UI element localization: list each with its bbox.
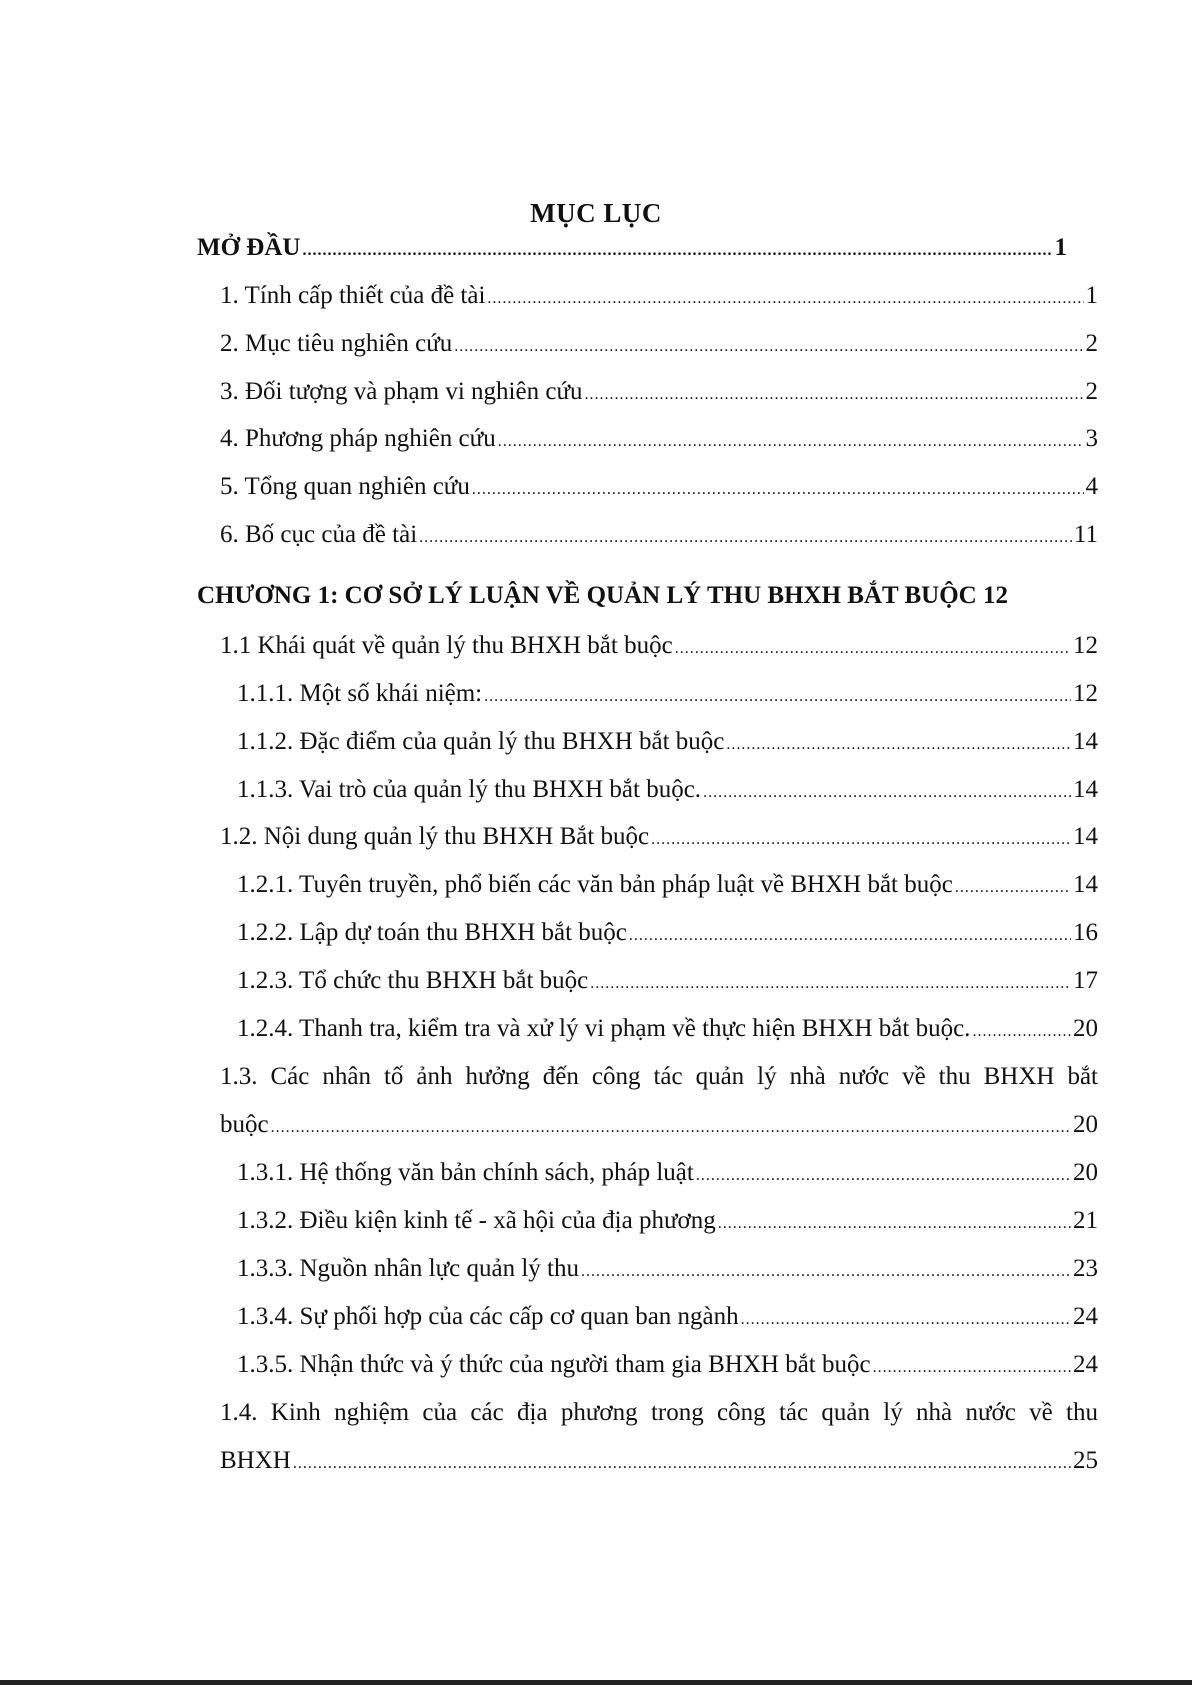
toc-entry-label: 1.3.1. Hệ thống văn bản chính sách, pháp luật [237,1159,694,1186]
dot-leader [487,281,1083,317]
toc-entry[interactable] [237,963,1098,999]
toc-entry-label: 1.3.3. Nguồn nhân lực quản lý thu [237,1255,579,1282]
toc-title: MỤC LỤC [530,198,662,228]
toc-entry-page: 14 [1073,823,1098,850]
toc-entry-page: 3 [1085,425,1098,452]
toc-entry-label: 1.2.4. Thanh tra, kiểm tra và xử lý vi phạm về thực hiện BHXH bắt buộc. [237,1015,971,1042]
toc-entry-page: 20 [1073,1015,1098,1042]
dot-leader [955,870,1071,906]
toc-entry[interactable] [220,421,1098,457]
toc-entry-label: 1.2. Nội dung quản lý thu BHXH Bắt buộc [220,823,650,850]
toc-entry-label: 1. Tính cấp thiết của đề tài [220,282,486,309]
toc-entry-label: 1.3.4. Sự phối hợp của các cấp cơ quan ban ngành [237,1303,739,1330]
dot-leader [590,966,1071,1002]
toc-entry-section-1-3[interactable] [220,1107,1098,1143]
dot-leader [419,520,1072,556]
toc-entry[interactable] [237,676,1098,712]
toc-entry[interactable] [237,867,1098,903]
toc-entry[interactable] [220,469,1098,505]
dot-leader [972,1014,1071,1050]
dot-leader [585,377,1084,413]
dot-leader [651,822,1071,858]
dot-leader [454,329,1083,365]
toc-entry-label: MỞ ĐẦU [197,234,301,261]
toc-entry-page: 25 [1073,1447,1098,1474]
toc-entry-page: 14 [1073,776,1098,803]
toc-entry[interactable] [237,1251,1098,1287]
dot-leader [741,1302,1071,1338]
toc-entry-page: 14 [1073,728,1098,755]
toc-entry-page: 16 [1073,919,1098,946]
toc-entry[interactable] [220,278,1098,314]
toc-entry-section-1-3-line1[interactable]: 1.3. Các nhân tố ảnh hưởng đến công tác quản lý nhà nước về thu BHXH bắt [220,1063,1098,1090]
toc-entry-label: 1.2.3. Tổ chức thu BHXH bắt buộc [237,967,589,994]
toc-entry-page: 24 [1073,1303,1098,1330]
toc-entry-label: BHXH [220,1447,291,1474]
toc-entry[interactable] [220,326,1098,362]
toc-entry-label: 1.3.2. Điều kiện kinh tế - xã hội của địa phương [237,1207,716,1234]
toc-entry-page: 2 [1085,330,1098,357]
toc-entry-label: 3. Đối tượng và phạm vi nghiên cứu [220,378,583,405]
toc-entry-page: 17 [1073,967,1098,994]
toc-entry[interactable] [237,1203,1098,1239]
toc-entry-label: buộc [220,1111,269,1138]
toc-entry[interactable] [237,1011,1098,1047]
toc-entry-page: 14 [1073,871,1098,898]
toc-entry-section-1-4-line1[interactable]: 1.4. Kinh nghiệm của các địa phương trong công tác quản lý nhà nước về thu [220,1399,1098,1426]
toc-entry-label: 1.1.2. Đặc điểm của quản lý thu BHXH bắt buộc [237,728,725,755]
toc-entry-label: 1.1.1. Một số khái niệm: [237,680,483,707]
toc-entry[interactable] [220,517,1098,553]
toc-entry[interactable] [237,1347,1098,1383]
toc-entry[interactable] [237,1155,1098,1191]
toc-entry-page: 2 [1085,378,1098,405]
toc-entry-page: 20 [1073,1111,1098,1138]
toc-entry-label: 5. Tổng quan nghiên cứu [220,473,470,500]
toc-entry-section-1-4[interactable] [220,1443,1098,1479]
dot-leader [718,1206,1071,1242]
toc-entry-page: 11 [1073,521,1098,548]
dot-leader [271,1110,1071,1146]
toc-entry-page: 1 [1085,282,1098,309]
dot-leader [581,1254,1071,1290]
toc-entry[interactable] [220,374,1098,410]
toc-entry-label: 1.1 Khái quát về quản lý thu BHXH bắt buộc [220,632,673,659]
dot-leader [498,424,1084,460]
toc-entry-section-1-2[interactable] [220,819,1098,855]
toc-entry[interactable] [237,772,1098,808]
dot-leader [873,1350,1071,1386]
dot-leader [675,631,1071,667]
toc-entry-page: 23 [1073,1255,1098,1282]
dot-leader [703,775,1071,811]
toc-entry-label: 4. Phương pháp nghiên cứu [220,425,496,452]
dot-leader [484,679,1071,715]
toc-entry-label: 1.3.5. Nhận thức và ý thức của người tham gia BHXH bắt buộc [237,1351,871,1378]
toc-entry-mo-dau[interactable] [197,230,1067,266]
toc-entry[interactable] [237,915,1098,951]
toc-entry-label: 1.1.3. Vai trò của quản lý thu BHXH bắt buộc. [237,776,702,803]
toc-entry-page: 12 [1073,632,1098,659]
toc-entry-page: 20 [1073,1159,1098,1186]
toc-entry-page: 4 [1085,473,1098,500]
toc-entry[interactable] [237,1299,1098,1335]
dot-leader [302,233,1052,269]
toc-entry-label: 6. Bố cục của đề tài [220,521,418,548]
toc-entry-label: 2. Mục tiêu nghiên cứu [220,330,453,357]
toc-entry-section-1-1[interactable] [220,628,1098,664]
toc-entry[interactable] [237,724,1098,760]
toc-entry-page: 21 [1073,1207,1098,1234]
dot-leader [293,1446,1071,1482]
toc-entry-label: 1.2.2. Lập dự toán thu BHXH bắt buộc [237,919,627,946]
toc-chapter-1[interactable]: CHƯƠNG 1: CƠ SỞ LÝ LUẬN VỀ QUẢN LÝ THU BHXH BẮT BUỘC 12 [197,582,1008,609]
bottom-edge-rule [0,1680,1192,1685]
dot-leader [629,918,1071,954]
dot-leader [696,1158,1071,1194]
dot-leader [472,472,1084,508]
dot-leader [726,727,1071,763]
toc-entry-page: 1 [1054,234,1067,261]
toc-entry-page: 12 [1073,680,1098,707]
toc-entry-label: 1.2.1. Tuyên truyền, phổ biến các văn bản pháp luật về BHXH bắt buộc [237,871,953,898]
toc-entry-page: 24 [1073,1351,1098,1378]
